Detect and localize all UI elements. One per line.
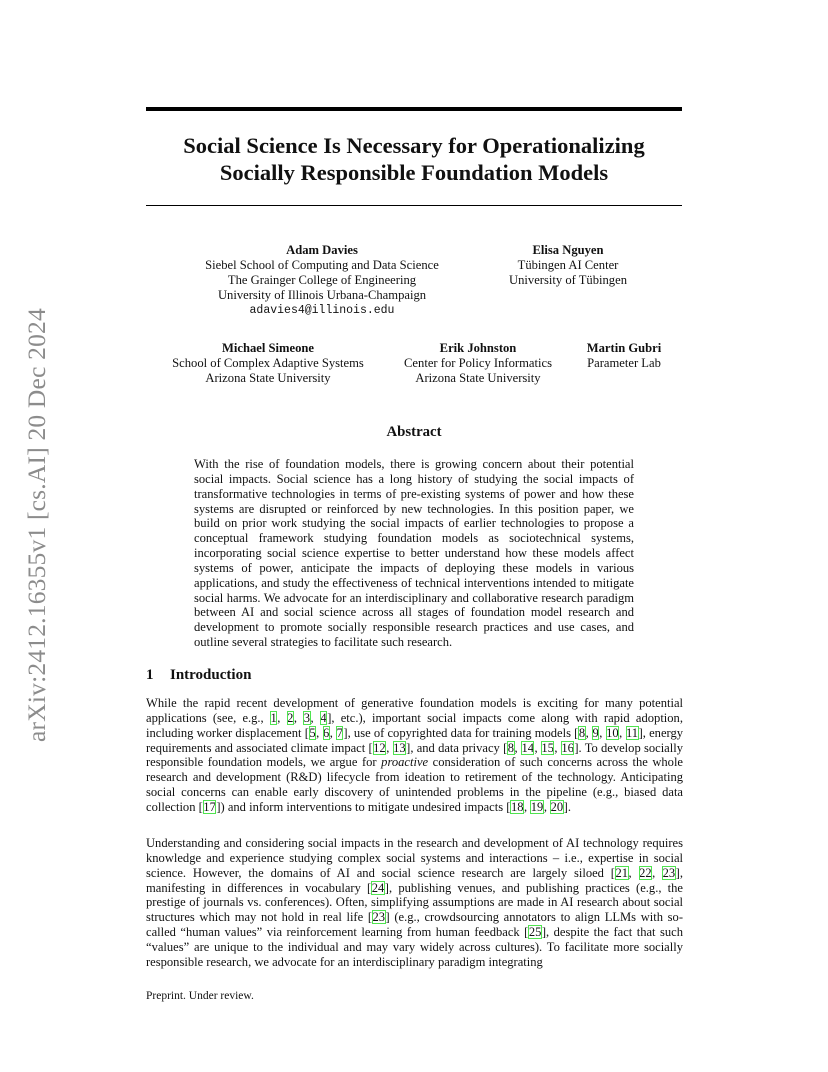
author-name: Elisa Nguyen xyxy=(532,243,604,257)
title-bottom-rule xyxy=(146,205,682,206)
text-run: ], use of copyrighted data for training models [ xyxy=(343,725,579,740)
text-run: , xyxy=(293,710,304,725)
citation-link[interactable]: 18 xyxy=(510,799,524,814)
citation-link[interactable]: 23 xyxy=(372,910,386,925)
text-run: ]) and inform interventions to mitigate undesired impacts [ xyxy=(216,799,511,814)
citation-link[interactable]: 3 xyxy=(303,710,311,725)
text-run: ], energy requirements and associated climate impact [ xyxy=(146,725,684,755)
text-run: , xyxy=(310,710,320,725)
author-affiliation: Arizona State University xyxy=(415,371,541,385)
author-name: Martin Gubri xyxy=(586,341,662,355)
author-affiliation: The Grainger College of Engineering xyxy=(227,273,417,287)
text-run: , xyxy=(523,799,531,814)
text-run: , xyxy=(554,740,561,755)
citation-link[interactable]: 12 xyxy=(373,740,386,755)
citation-link[interactable]: 7 xyxy=(336,725,343,740)
text-run: ], manifesting in differences in vocabulary [ xyxy=(146,865,683,895)
citation-link[interactable]: 21 xyxy=(615,865,629,880)
author-block-davies xyxy=(172,243,472,318)
text-run: While the rapid recent development of generative foundation models is exciting for many potential applications (see, e.g., xyxy=(146,696,683,725)
author-name: Michael Simeone xyxy=(222,341,314,355)
text-run: Understanding and considering social impacts in the research and development of AI technology requires knowledge and experience studying complex social systems and interactions – i.e., expertise in social science. However, the domains of AI and social science research are largely siloed [ xyxy=(146,836,683,880)
text-run: , xyxy=(386,740,393,755)
author-block-johnston xyxy=(388,341,568,386)
section-heading xyxy=(146,667,682,684)
text-run: ] (e.g., crowdsourcing annotators to align LLMs with so-called “human values” via reinforcement learning from human feedback [ xyxy=(146,910,683,940)
citation-link[interactable]: 6 xyxy=(323,725,330,740)
citation-link[interactable]: 14 xyxy=(521,740,534,755)
text-run: ], etc.), important social impacts come along with rapid adoption, including worker displacement [ xyxy=(146,710,683,740)
arxiv-identifier: arXiv:2412.16355v1 [cs.AI] 20 Dec 2024 xyxy=(22,308,51,742)
citation-link[interactable]: 11 xyxy=(626,725,639,740)
abstract-text: With the rise of foundation models, there is growing concern about their potential social impacts. Social science has a long history of studying the social impacts of transformative technologies in terms of pre-existing systems of power and how these systems are disrupted or reinforced by new technologies. In this position paper, we build on prior work studying the social impacts of earlier technologies to propose a conceptual framework studying foundation models as sociotechnical systems, incorporating social science expertise to better understand how these models affect systems of power, anticipate the impacts of deploying these models in various applications, and study the effectiveness of technical interventions intended to mitigate social harms. We advocate for an interdisciplinary and collaborative research paradigm between AI and social science across all stages of foundation model research and development to promote socially responsible research practices and use cases, and outline several strategies to facilitate such research. xyxy=(194,457,634,650)
author-affiliation: Siebel School of Computing and Data Science xyxy=(205,258,439,272)
author-email[interactable]: adavies4@illinois.edu xyxy=(249,304,395,317)
citation-link[interactable]: 22 xyxy=(639,865,652,880)
citation-link[interactable]: 4 xyxy=(320,710,327,725)
author-name: Erik Johnston xyxy=(439,341,517,355)
author-block-nguyen xyxy=(488,243,648,288)
text-run: , xyxy=(534,740,541,755)
paper-title xyxy=(146,132,682,186)
text-run: ]. To develop socially responsible foundation models, we argue for xyxy=(146,740,683,770)
emphasis-text: proactive xyxy=(381,755,429,770)
text-run: , xyxy=(543,799,551,814)
footer-note: Preprint. Under review. xyxy=(146,990,254,1002)
citation-link[interactable]: 19 xyxy=(530,799,544,814)
section-title: Introduction xyxy=(170,667,252,683)
intro-paragraph-1 xyxy=(146,696,683,815)
text-run: , xyxy=(514,740,521,755)
author-block-gubri xyxy=(574,341,674,371)
text-run: , xyxy=(652,865,663,880)
citation-link[interactable]: 10 xyxy=(606,725,619,740)
author-block-simeone xyxy=(158,341,378,386)
citation-link[interactable]: 24 xyxy=(371,880,385,895)
citation-link[interactable]: 9 xyxy=(592,725,599,740)
author-affiliation: University of Tübingen xyxy=(509,273,627,287)
citation-link[interactable]: 17 xyxy=(203,799,216,814)
author-affiliation: Center for Policy Informatics xyxy=(404,356,552,370)
citation-link[interactable]: 8 xyxy=(507,740,515,755)
citation-link[interactable]: 2 xyxy=(287,710,294,725)
intro-paragraph-2 xyxy=(146,836,683,970)
title-line-2: Socially Responsible Foundation Models xyxy=(219,160,609,185)
text-run: , xyxy=(585,725,592,740)
citation-link[interactable]: 13 xyxy=(393,740,406,755)
abstract-heading: Abstract xyxy=(386,424,442,440)
text-run: ]. xyxy=(563,799,571,814)
text-run: , xyxy=(599,725,606,740)
author-name: Adam Davies xyxy=(286,243,358,257)
citation-link[interactable]: 8 xyxy=(578,725,586,740)
text-run: , xyxy=(628,865,639,880)
text-run: ], publishing venues, and publishing practices (e.g., the prestige of journals vs. conferences). Often, simplifying assumptions are made in AI research about social structures which may not hold in real life [ xyxy=(146,880,684,925)
author-affiliation: Tübingen AI Center xyxy=(517,258,619,272)
citation-link[interactable]: 20 xyxy=(550,799,564,814)
text-run: , xyxy=(329,725,337,740)
text-run: , xyxy=(619,725,626,740)
citation-link[interactable]: 5 xyxy=(309,725,316,740)
citation-link[interactable]: 23 xyxy=(662,865,676,880)
title-line-1: Social Science Is Necessary for Operationalizing xyxy=(183,133,645,158)
author-affiliation: Parameter Lab xyxy=(587,356,661,370)
citation-link[interactable]: 25 xyxy=(528,925,542,940)
title-top-rule xyxy=(146,107,682,111)
citation-link[interactable]: 16 xyxy=(561,740,574,755)
text-run: ], and data privacy [ xyxy=(406,740,508,755)
citation-link[interactable]: 1 xyxy=(270,710,277,725)
text-run: , xyxy=(277,710,287,725)
author-affiliation: Arizona State University xyxy=(205,371,331,385)
section-number: 1 xyxy=(146,667,154,683)
text-run: , xyxy=(316,725,323,740)
author-affiliation: University of Illinois Urbana-Champaign xyxy=(217,288,427,302)
author-affiliation: School of Complex Adaptive Systems xyxy=(172,356,364,370)
text-run: ], despite the fact that such “values” are unique to the individual and may vary widely across cultures). To facilitate more socially responsible research, we advocate for an interdisciplinary paradigm integrating xyxy=(146,925,684,969)
citation-link[interactable]: 15 xyxy=(541,740,554,755)
text-run: consideration of such concerns across the whole research and development (R&D) lifecycle from ideation to retirement of the technology. Anticipating social concerns can enable early discovery of unintended problems in the pipeline (e.g., biased data collection [ xyxy=(146,755,684,814)
